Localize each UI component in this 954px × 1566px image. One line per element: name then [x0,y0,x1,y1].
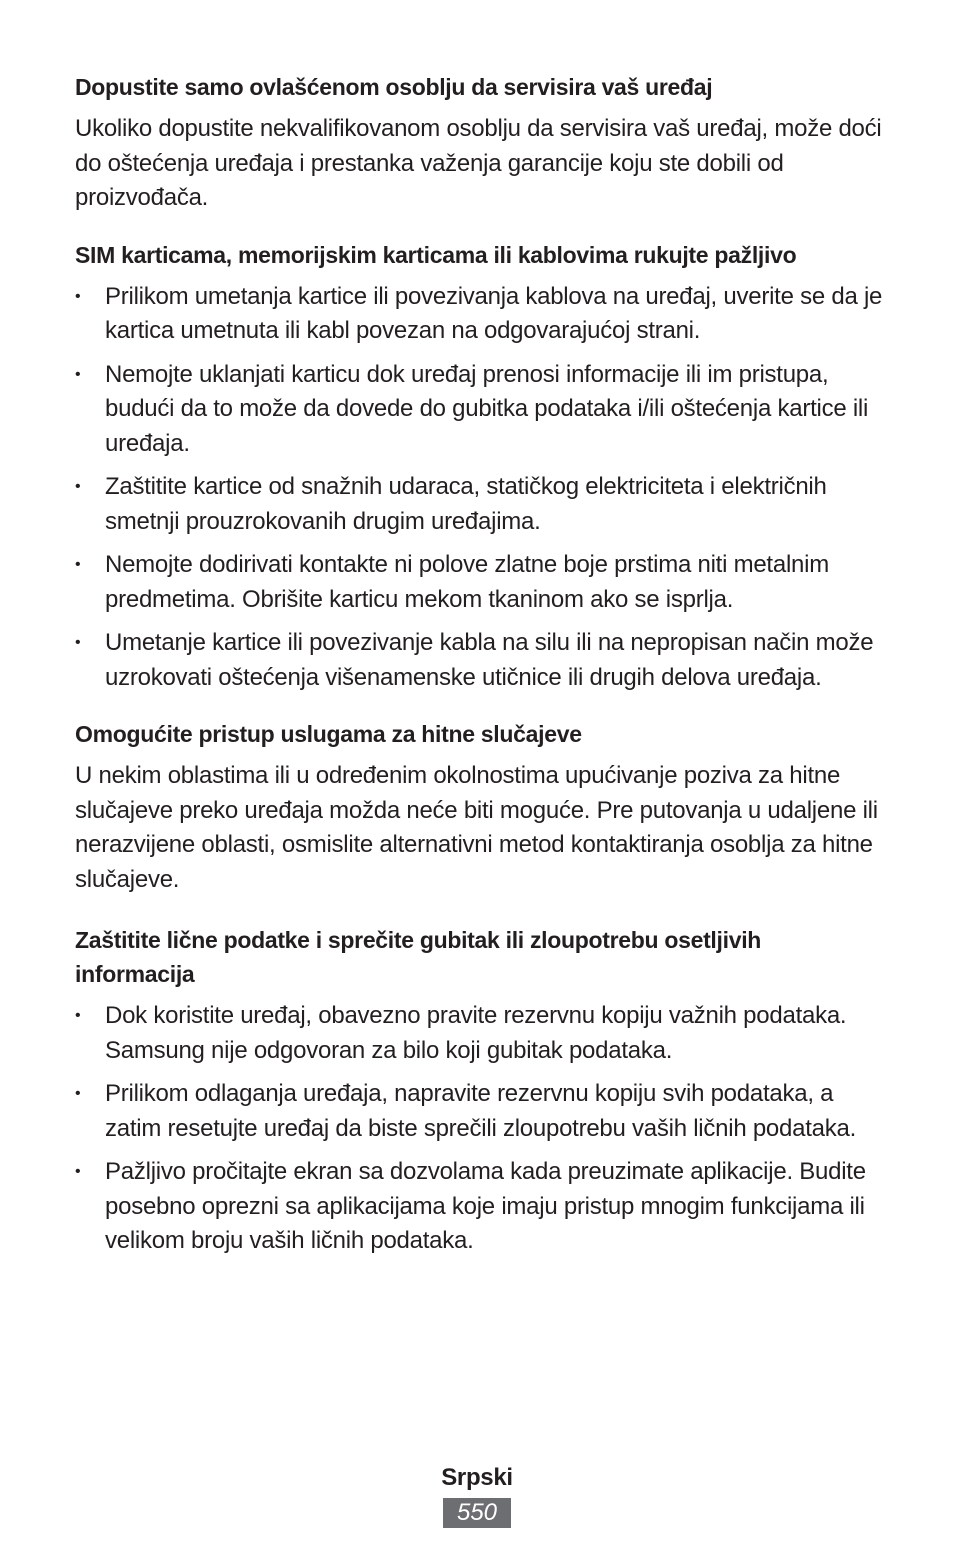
section-cards-cables [75,238,883,696]
bullet-icon: • [75,556,81,573]
bullet-icon: • [75,365,81,383]
list-item [75,470,883,539]
bullet-icon: • [75,478,81,495]
list-item-text: Nemojte dodirivati kontakte ni polove zlatne boje prstima niti metalnim predmetima. Obrišite karticu mekom tkaninom ako se isprlja. [105,551,829,613]
bullet-icon: • [75,634,81,651]
list-item [75,358,883,462]
section-heading: Zaštitite lične podatke i sprečite gubitak ili zloupotrebu osetljivih informacija [75,927,762,987]
footer-language-label: Srpski [441,1464,513,1491]
section-paragraph: Ukoliko dopustite nekvalifikovanom osoblju da servisira vaš uređaj, može doći do oštećenja uređaja i prestanka važenja garancije koju ste dobili od proizvođača. [75,115,882,211]
page-footer [0,1460,954,1528]
section-authorized-service [75,70,883,216]
section-heading: SIM karticama, memorijskim karticama ili kablovima rukujte pažljivo [75,241,797,268]
list-item-text: Dok koristite uređaj, obavezno pravite rezervnu kopiju važnih podataka. Samsung nije odgovoran za bilo koji gubitak podataka. [105,1002,847,1064]
list-item-text: Prilikom umetanja kartice ili povezivanja kablova na uređaj, uverite se da je kartica umetnuta ili kabl povezan na odgovarajućoj strani. [105,282,883,344]
section-heading: Omogućite pristup uslugama za hitne slučajeve [75,721,582,747]
section-personal-data [75,923,883,1259]
bullet-icon: • [75,1007,81,1024]
list-item-text: Nemojte uklanjati karticu dok uređaj prenosi informacije ili im pristupa, budući da to može da dovede do gubitka podataka i/ili oštećenja kartice ili uređaja. [105,360,869,457]
bullet-list [75,999,883,1259]
list-item [75,1155,883,1259]
bullet-icon: • [75,1085,81,1102]
bullet-list [75,280,883,696]
list-item-text: Prilikom odlaganja uređaja, napravite rezervnu kopiju svih podataka, a zatim resetujte uređaj da biste sprečili zloupotrebu vaših ličnih podataka. [105,1080,857,1142]
section-paragraph: U nekim oblastima ili u određenim okolnostima upućivanje poziva za hitne slučajeve preko uređaja možda neće biti moguće. Pre putovanja u udaljene ili nerazvijene oblasti, osmislite alternativni metod kontaktiranja osoblja za hitne slučajeve. [75,762,878,893]
bullet-icon: • [75,287,81,305]
bullet-icon: • [75,1163,81,1180]
list-item [75,999,883,1068]
list-item [75,280,883,349]
list-item-text: Pažljivo pročitajte ekran sa dozvolama kada preuzimate aplikacije. Budite posebno oprezni sa aplikacijama koje imaju pristup mnogim funkcijama ili velikom broju vaših ličnih podataka. [105,1158,866,1254]
list-item [75,548,883,617]
section-emergency-services [75,717,883,897]
list-item [75,626,883,695]
list-item-text: Umetanje kartice ili povezivanje kabla na silu ili na nepropisan način može uzrokovati oštećenja višenamenske utičnice ili drugih delova uređaja. [105,629,874,691]
list-item-text: Zaštitite kartice od snažnih udaraca, statičkog elektriciteta i električnih smetnji prouzrokovanih drugim uređajima. [105,473,827,535]
page-number-badge: 550 [443,1498,511,1528]
document-page [75,70,883,1279]
section-heading: Dopustite samo ovlašćenom osoblju da servisira vaš uređaj [75,74,713,100]
list-item [75,1077,883,1146]
